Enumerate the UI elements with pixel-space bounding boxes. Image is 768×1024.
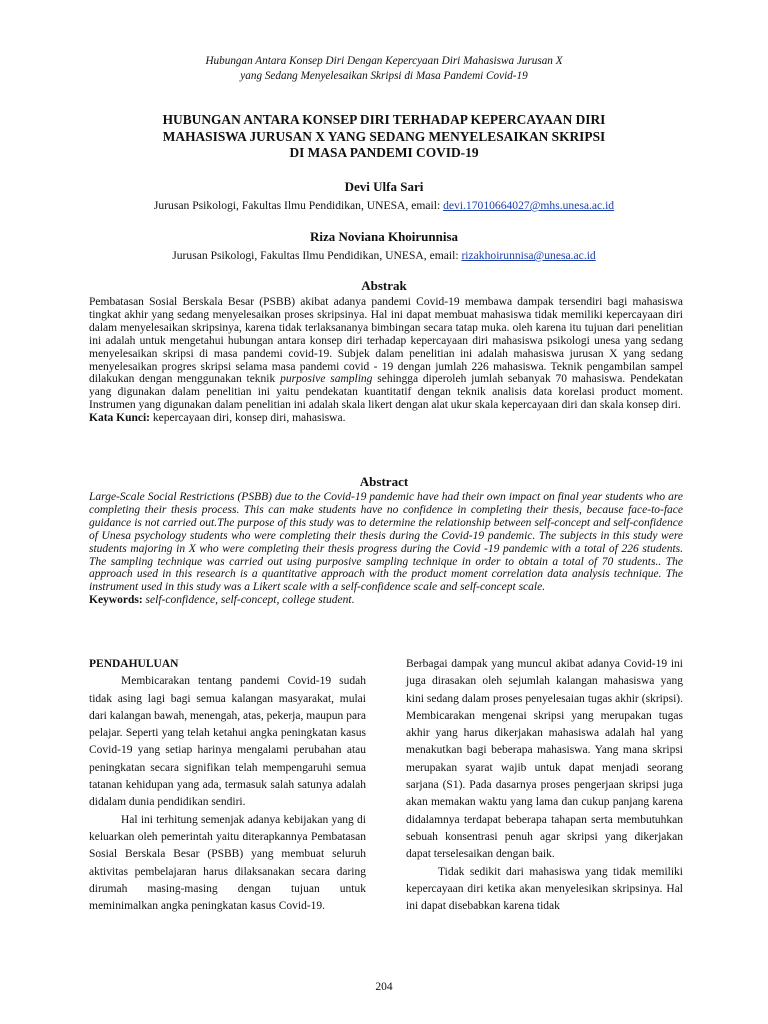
paper-title <box>0 112 768 162</box>
left-paragraph-2: Hal ini terhitung semenjak adanya kebijakan yang di keluarkan oleh pemerintah yaitu diterapkannya Pembatasan Sosial Berskala Besar (PSBB) yang membuat seluruh aktivitas pembelajaran harus dilaksanakan secara daring dirumah masing-masing dengan tujuan untuk meminimalkan angka peningkatan kasus Covid-19. <box>89 813 366 913</box>
title-line1: HUBUNGAN ANTARA KONSEP DIRI TERHADAP KEPERCAYAAN DIRI <box>162 112 606 127</box>
kata-kunci-label: Kata Kunci: <box>89 412 151 425</box>
author-2-affiliation-text: Jurusan Psikologi, Fakultas Ilmu Pendidikan, UNESA, email: <box>172 249 462 262</box>
abstract-paragraph: Large-Scale Social Restrictions (PSBB) due to the Covid-19 pandemic have had their own impact on final year students who are completing their thesis process. This can make students have no confidence in completing their thesis, because face-to-face guidance is not carried out.The purpose of this study was to determine the relationship between self-concept and self-confidence of Unesa psychology students who were completing their thesis during the Covid-19 pandemic. The subjects in this study were students majoring in X who were completing their thesis progress during the Covid -19 pandemic with a total of 226 students. The sampling technique was carried out using purposive sampling technique in order to obtain a total of 70 students.. The approach used in this research is a quantitative approach with the product moment correlation data analysis technique. The instrument used in this study was a Likert scale with a self-confidence scale and self-concept scale. <box>89 491 683 594</box>
author-1-affiliation <box>0 199 768 212</box>
abstrak-heading: Abstrak <box>361 278 407 293</box>
abstrak-body <box>89 296 683 425</box>
abstrak-text-1: Pembatasan Sosial Berskala Besar (PSBB) akibat adanya pandemi Covid-19 membawa dampak tersendiri bagi mahasiswa tingkat akhir yang sedang menyelesaikan proses skripsinya. Hal ini dapat membuat mahasiswa tidak memiliki kepercayaan diri dalam menyelesaikan skripsinya, karena tidak terlaksananya bimbingan secara tatap muka. oleh karena itu tujuan dari penelitian ini adalah untuk mengetahui hubungan antara konsep diri terhadap kepercayaan diri mahasiswa psikologi unesa yang sedang menyelesaikan skripsi di masa pandemi covid-19. Subjek dalam penelitian ini adalah mahasiswa jurusan X yang sedang menyelesaikan progres skripsi selama masa pandemi covid - 19 dengan jumlah 226 mahasiswa. Teknik pengambilan sampel dilakukan dengan menggunakan teknik <box>89 296 683 386</box>
page-number: 204 <box>375 981 393 993</box>
author-2-email-link[interactable]: rizakhoirunnisa@unesa.ac.id <box>461 249 596 262</box>
right-column <box>406 656 683 915</box>
keywords <box>89 594 683 607</box>
kata-kunci-values: kepercayaan diri, konsep diri, mahasiswa. <box>150 412 346 425</box>
running-head-line1: Hubungan Antara Konsep Diri Dengan Kepercyaan Diri Mahasiswa Jurusan X <box>205 55 563 67</box>
kata-kunci <box>89 412 683 425</box>
author-1-email-link[interactable]: devi.17010664027@mhs.unesa.ac.id <box>443 199 615 212</box>
left-paragraph-1: Membicarakan tentang pandemi Covid-19 sudah tidak asing lagi bagi semua kalangan masyarakat, mulai dari kalangan bawah, menengah, atas, pekerja, maupun para pelajar. Seperti yang telah ketahui angka peningkatan kasus Covid-19 yang setiap harinya mengalami perubahan atau peningkatan secara signifikan telah mempengaruhi semua tatanan kehidupan yang ada, termasuk salah satunya adalah didalam dunia pendidikan sendiri. <box>89 675 366 809</box>
right-paragraph-2: Tidak sedikit dari mahasiswa yang tidak memiliki kepercayaan diri ketika akan menyelesikan skripsinya. Hal ini dapat disebabkan karena tidak <box>406 865 683 913</box>
abstract-body <box>89 491 683 607</box>
abstrak-text-2: sehingga diperoleh jumlah sebanyak 70 mahasiswa. Pendekatan yang digunakan dalam penelitian ini yaitu pendekatan kuantitatif dengan teknik analisis data korelasi product moment. Instrumen yang digunakan dalam penelitian ini adalah skala likert dengan alat ukur skala kepercayaan diri dan skala konsep diri. <box>89 373 683 412</box>
keywords-label: Keywords: <box>89 594 143 607</box>
keywords-values: self-confidence, self-concept, college student <box>142 594 352 607</box>
author-2-name: Riza Noviana Khoirunnisa <box>309 229 459 244</box>
keywords-end: . <box>351 594 355 607</box>
abstract-heading: Abstract <box>359 474 409 489</box>
title-line2: MAHASISWA JURUSAN X YANG SEDANG MENYELESAIKAN SKRIPSI <box>162 128 606 144</box>
right-paragraph-1: Berbagai dampak yang muncul akibat adanya Covid-19 ini juga dirasakan oleh sejumlah kalangan mahasiswa yang kini sedang dalam proses penyelesaian tugas akhir (skripsi). Membicarakan mengenai skripsi yang merupakan tugas akhir yang harus dikerjakan mahasiswa adalah hal yang menakutkan bagi beberapa mahasiswa. Yang mana skripsi merupakan syarat wajib untuk dapat menjadi seorang sarjana (S1). Pada dasarnya proses pengerjaan skripsi juga akan memakan waktu yang lama dan cukup panjang karena didalamnya terdapat beberapa tahapan serta membutuhkan sebuah konsentrasi penuh agar skripsi yang dikerjakan dapat terselesaikan dengan baik. <box>406 658 683 861</box>
running-head <box>0 54 768 84</box>
author-1-affiliation-text: Jurusan Psikologi, Fakultas Ilmu Pendidikan, UNESA, email: <box>153 199 444 212</box>
left-column <box>89 656 366 915</box>
author-1-name: Devi Ulfa Sari <box>344 179 424 194</box>
author-2-affiliation <box>0 249 768 262</box>
abstrak-paragraph <box>89 296 683 412</box>
running-head-line2: yang Sedang Menyelesaikan Skripsi di Masa Pandemi Covid-19 <box>240 70 528 82</box>
pendahuluan-heading: PENDAHULUAN <box>89 658 179 670</box>
title-line3: DI MASA PANDEMI COVID-19 <box>289 145 479 160</box>
abstrak-italic-term: purposive sampling <box>280 373 373 386</box>
